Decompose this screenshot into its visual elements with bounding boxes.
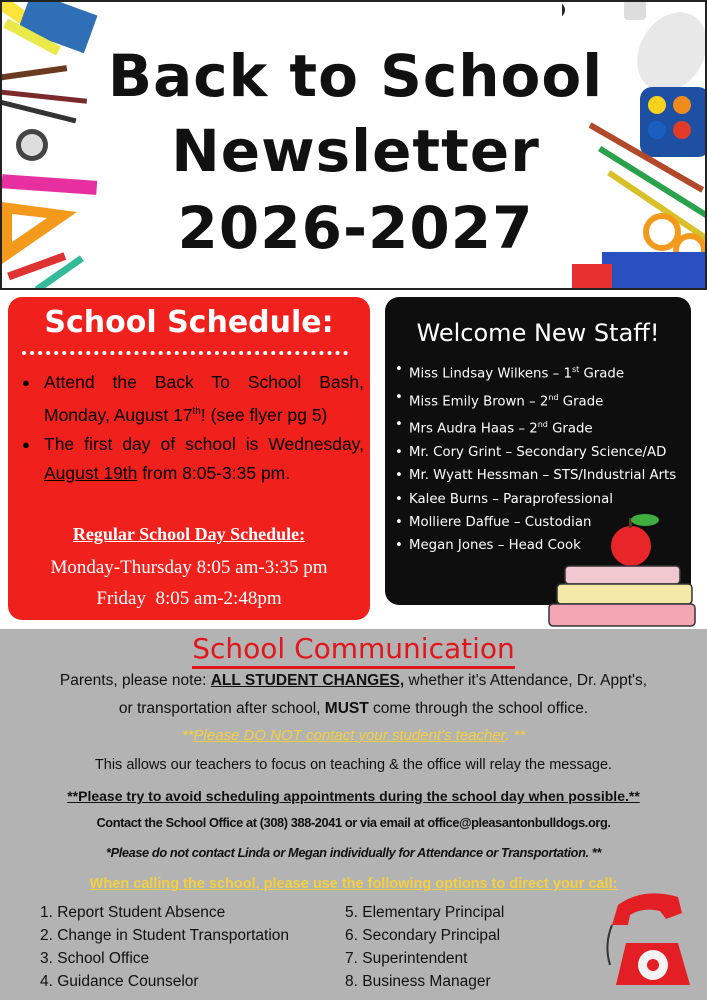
- schedule-item-bash: ● Attend the Back To School Bash, Monday, August 17th! (see flyer pg 5): [22, 368, 364, 430]
- communication-title: School Communication: [0, 632, 707, 665]
- comm-line-4: This allows our teachers to focus on teaching & the office will relay the message.: [94, 757, 613, 773]
- schedule-item-first-day: ● The first day of school is Wednesday, August 19th from 8:05-3:35 pm.: [22, 430, 364, 488]
- call-option: 1. Report Student Absence: [40, 904, 226, 921]
- staff-member: • Mr. Wyatt Hessman – STS/Industrial Arts: [395, 464, 695, 487]
- call-option: 7. Superintendent: [345, 950, 468, 967]
- staff-member: • Mrs Audra Haas – 2nd Grade: [395, 413, 695, 441]
- call-option: 2. Change in Student Transportation: [40, 927, 290, 944]
- regular-schedule-title: Regular School Day Schedule:: [72, 524, 306, 544]
- header-banner: [0, 0, 707, 290]
- comm-line-6: Contact the School Office at (308) 388-2041 or via email at office@pleasantonbulldogs.org.: [96, 815, 611, 830]
- schedule-list: [22, 368, 364, 488]
- call-options-right: [345, 901, 504, 993]
- staff-member: • Miss Emily Brown – 2nd Grade: [395, 386, 695, 414]
- comm-line-3: **Please DO NOT contact your student's teacher. **: [181, 727, 526, 744]
- staff-member: • Megan Jones – Head Cook: [395, 534, 695, 557]
- staff-title: Welcome New Staff!: [416, 319, 660, 347]
- call-option: 6. Secondary Principal: [345, 927, 501, 944]
- title-line-1: Back to School: [107, 42, 604, 110]
- call-option: 5. Elementary Principal: [345, 904, 505, 921]
- comm-line-1: Parents, please note: ALL STUDENT CHANGES, whether it's Attendance, Dr. Appt's,: [59, 672, 648, 689]
- call-options-left: [40, 901, 289, 993]
- call-option: 4. Guidance Counselor: [40, 973, 199, 990]
- books-apple-icon: [545, 512, 700, 632]
- call-option: 3. School Office: [40, 950, 150, 967]
- call-option: 8. Business Manager: [345, 973, 491, 990]
- title-line-3: 2026-2027: [177, 194, 534, 262]
- dotted-divider: [22, 351, 348, 355]
- comm-line-2: or transportation after school, MUST come through the school office.: [118, 700, 589, 717]
- comm-line-8: When calling the school, please use the following options to direct your call:: [89, 876, 618, 892]
- staff-member: • Miss Lindsay Wilkens – 1st Grade: [395, 358, 695, 386]
- staff-member: • Molliere Daffue – Custodian: [395, 511, 695, 534]
- comm-line-5: **Please try to avoid scheduling appointments during the school day when possible.**: [67, 788, 640, 804]
- staff-member: • Kalee Burns – Paraprofessional: [395, 488, 695, 511]
- schedule-title: School Schedule:: [44, 305, 334, 340]
- regular-schedule-mon-thu: Monday-Thursday 8:05 am-3:35 pm: [50, 557, 328, 578]
- regular-schedule-fri: Friday 8:05 am-2:48pm: [96, 588, 282, 609]
- telephone-icon: [598, 885, 698, 995]
- comm-line-7: *Please do not contact Linda or Megan individually for Attendance or Transportation. **: [106, 845, 601, 860]
- staff-member: • Mr. Cory Grint – Secondary Science/AD: [395, 441, 695, 464]
- title-line-2: Newsletter: [171, 117, 540, 185]
